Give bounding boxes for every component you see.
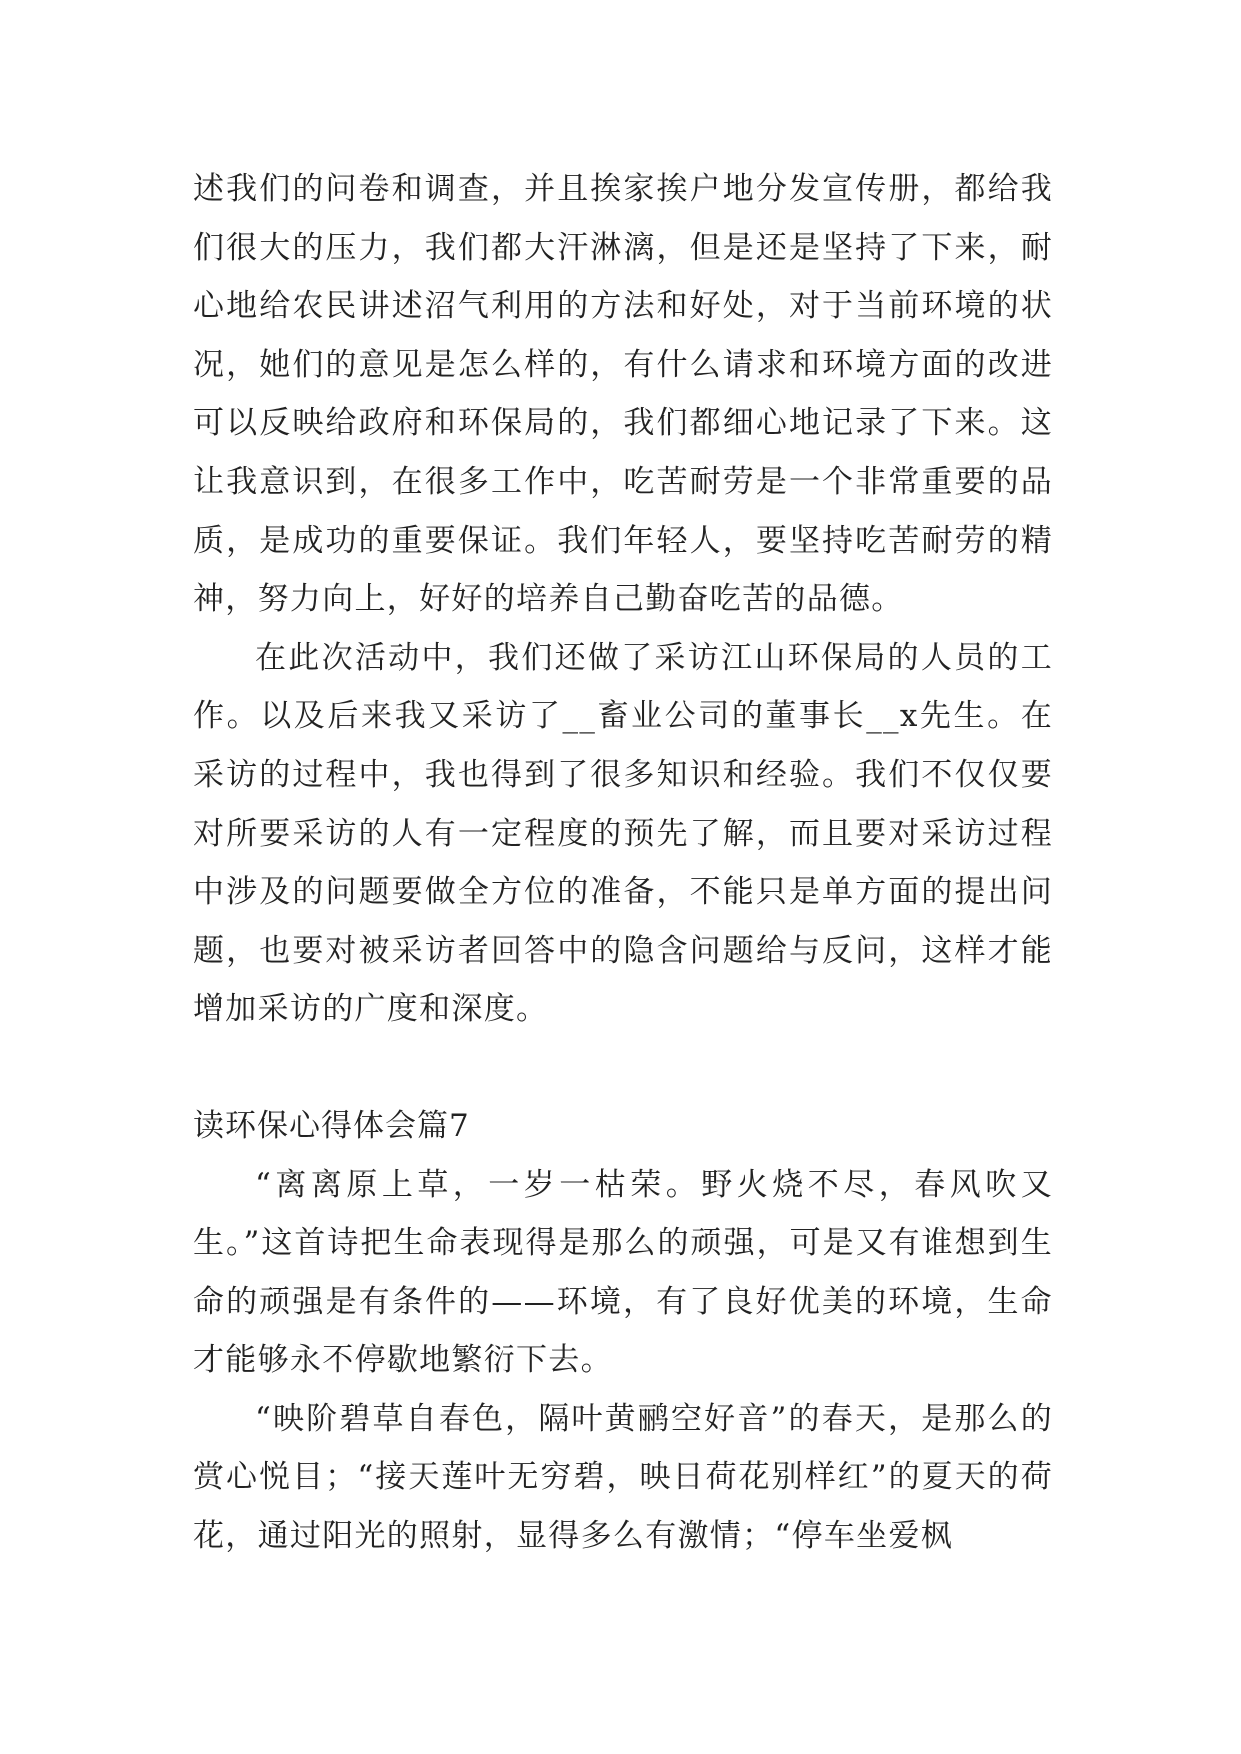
section-heading: 读环保心得体会篇7 [193, 1107, 470, 1144]
paragraph-interview: 在此次活动中，我们还做了采访江山环保局的人员的工作。以及后来我又采访了__畜业公司的董事长__x先生。在采访的过程中，我也得到了很多知识和经验。我们不仅仅要对所要采访的人有一定程度的预先了解，而且要对采访过程中涉及的问题要做全方位的准备，不能只是单方面的提出问题，也要对被采访者回答中的隐含问题给与反问，这样才能增加采访的广度和深度。 [193, 639, 1053, 1028]
paragraph-poem-seasons: “映阶碧草自春色，隔叶黄鹂空好音”的春天，是那么的赏心悦目；“接天莲叶无穷碧，映日荷花别样红”的夏天的荷花，通过阳光的照射，显得多么有激情；“停车坐爱枫 [193, 1400, 1053, 1555]
paragraph-poem-grass: “离离原上草，一岁一枯荣。野火烧不尽，春风吹又生。”这首诗把生命表现得是那么的顽强，可是又有谁想到生命的顽强是有条件的——环境，有了良好优美的环境，生命才能够永不停歇地繁衍下去。 [193, 1166, 1053, 1379]
document-body [193, 160, 1053, 1566]
section-gap [193, 1039, 1053, 1097]
paragraph-survey-continuation: 述我们的问卷和调查，并且挨家挨户地分发宣传册，都给我们很大的压力，我们都大汗淋漓，但是还是坚持了下来，耐心地给农民讲述沼气利用的方法和好处，对于当前环境的状况，她们的意见是怎么样的，有什么请求和环境方面的改进可以反映给政府和环保局的，我们都细心地记录了下来。这让我意识到，在很多工作中，吃苦耐劳是一个非常重要的品质，是成功的重要保证。我们年轻人，要坚持吃苦耐劳的精神，努力向上，好好的培养自己勤奋吃苦的品德。 [193, 171, 1053, 618]
